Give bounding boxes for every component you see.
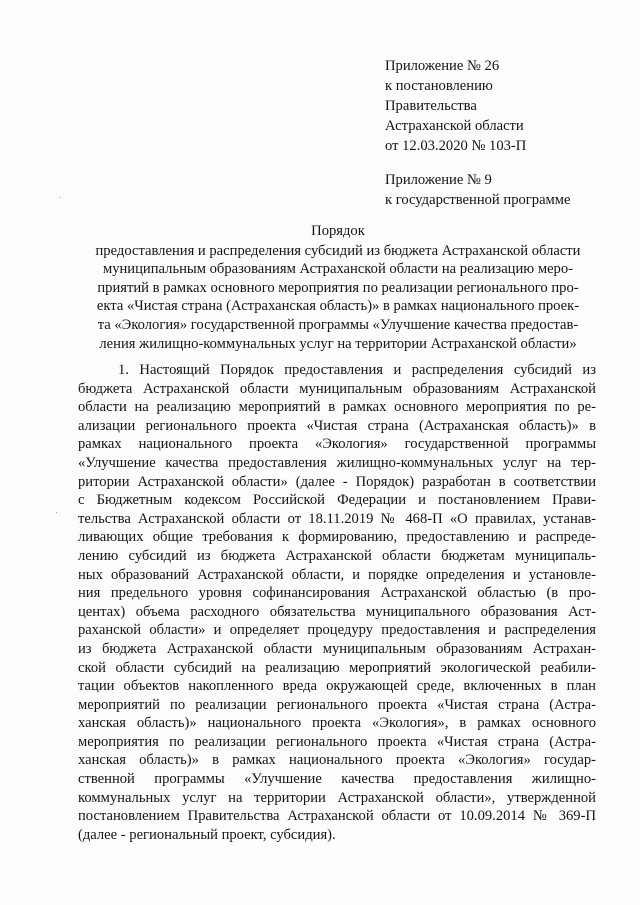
body-line: лению субсидий из бюджета Астраханской области бюджетам муниципаль- xyxy=(78,547,596,564)
title-line: екта «Чистая страна (Астраханская область)» в рамках национального проек- xyxy=(96,298,580,315)
title-main: Порядок xyxy=(311,223,365,239)
paragraph-1 xyxy=(78,361,596,844)
to-program-label: к государственной программе xyxy=(385,192,571,208)
appendix-26-label: Приложение № 26 xyxy=(385,58,500,74)
body-line: раханской области» и определяет процедуру предоставления и распределения xyxy=(78,622,596,639)
document-title xyxy=(78,222,598,353)
government-label: Правительства xyxy=(385,98,477,114)
body-line: ния предельного уровня софинансирования Астраханской областью (в про- xyxy=(78,585,596,602)
appendix-9-label: Приложение № 9 xyxy=(385,172,492,188)
body-line: коммунальных услуг на территории Астраханской области», утвержденной xyxy=(78,789,596,806)
body-line: из бюджета Астраханской области муниципальным образованиям Астрахан- xyxy=(78,640,596,657)
body-line: ственной программы «Улучшение качества предоставления жилищно- xyxy=(78,771,596,788)
body-line: 1. Настоящий Порядок предоставления и распределения субсидий из xyxy=(118,362,596,378)
body-line: «Улучшение качества предоставления жилищно-коммунальных услуг на тер- xyxy=(78,454,596,471)
title-line: муниципальным образованиям Астраханской области на реализацию меро- xyxy=(102,261,574,278)
body-line: ливающих общие требования к формированию, предоставлению и распреде- xyxy=(78,529,596,546)
title-line: та «Экология» государственной программы «Улучшение качества предостав- xyxy=(97,316,579,333)
body-line: ской области субсидий на реализацию мероприятий экологической реабили- xyxy=(78,659,596,676)
resolution-date-number: от 12.03.2020 № 103-П xyxy=(385,138,527,154)
body-line: постановлением Правительства Астраханской области от 10.09.2014 № 369-П xyxy=(78,808,596,825)
scan-speck xyxy=(60,197,61,198)
body-line: мероприятий по реализации регионального проекта «Чистая страна (Астра- xyxy=(78,696,596,713)
to-resolution-label: к постановлению xyxy=(385,78,493,94)
title-line: предоставления и распределения субсидий из бюджета Астраханской области xyxy=(95,242,581,259)
body-line: с Бюджетным кодексом Российской Федерации и постановлением Прави- xyxy=(78,492,596,509)
body-line: ритории Астраханской области» (далее - Порядок) разработан в соответствии xyxy=(78,473,596,490)
appendix-header xyxy=(385,56,625,210)
title-line: приятий в рамках основного мероприятия по реализации регионального про- xyxy=(97,279,579,296)
body-line: центах) объема расходного обязательства муниципального образования Аст- xyxy=(78,603,596,620)
body-line: рамках национального проекта «Экология» государственной программы xyxy=(78,436,596,453)
body-line: ных образований Астраханской области, и порядке определения и установле- xyxy=(78,566,596,583)
body-line: тации объектов накопленного вреда окружающей среде, включенных в план xyxy=(78,678,596,695)
body-line: мероприятия по реализации регионального проекта «Чистая страна (Астра- xyxy=(78,733,596,750)
body-line: ханская область)» в рамках национального проекта «Экология» государ- xyxy=(78,752,596,769)
body-line: области на реализацию мероприятий в рамках основного мероприятия по ре- xyxy=(78,399,596,416)
body-line: бюджета Астраханской области муниципальным образованиям Астраханской xyxy=(78,380,596,397)
region-label: Астраханской области xyxy=(385,118,524,134)
body-line: тельства Астраханской области от 18.11.2019 № 468-П «О правилах, устанав- xyxy=(78,510,596,527)
scan-speck xyxy=(56,512,57,513)
body-line: ханская область)» национального проекта «Экология», в рамках основного xyxy=(78,715,596,732)
body-line: ализации регионального проекта «Чистая страна (Астраханская область)» в xyxy=(78,417,596,434)
title-line: ления жилищно-коммунальных услуг на территории Астраханской области» xyxy=(99,335,577,352)
body-line: (далее - региональный проект, субсидия). xyxy=(78,826,336,843)
